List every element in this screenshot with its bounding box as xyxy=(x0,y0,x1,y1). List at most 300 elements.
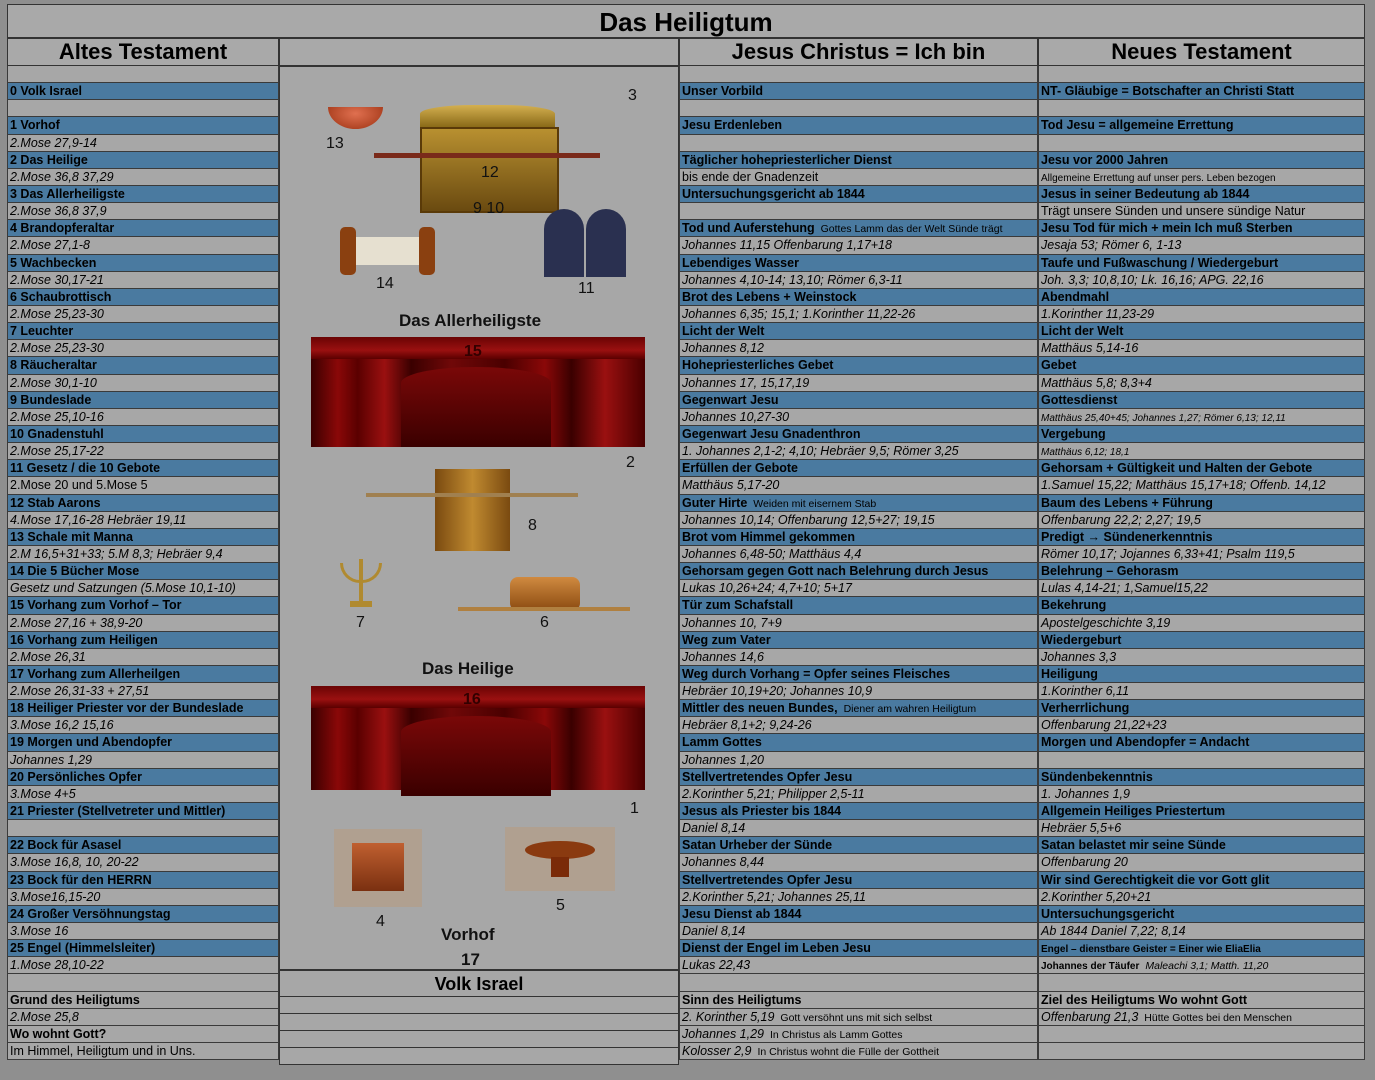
jesus-row xyxy=(679,495,1038,512)
column-neues-testament xyxy=(1038,66,1365,1060)
neues-row-text: Hebräer 5,5+6 xyxy=(1041,821,1122,836)
altes-row xyxy=(7,649,279,666)
ten-commandments-tablets-image xyxy=(544,209,626,277)
neues-row-text: 1. Johannes 1,9 xyxy=(1041,786,1130,801)
neues-row xyxy=(1038,957,1365,974)
neues-row xyxy=(1038,220,1365,237)
jesus-row-text: Johannes 10,27-30 xyxy=(682,409,790,424)
altes-row xyxy=(7,392,279,409)
jesus-row xyxy=(679,820,1038,837)
altes-row-text: 19 Morgen und Abendopfer xyxy=(10,735,173,750)
neues-row xyxy=(1038,1026,1365,1043)
altes-row-text: 6 Schaubrottisch xyxy=(10,289,112,304)
jesus-row xyxy=(679,854,1038,871)
neues-row xyxy=(1038,854,1365,871)
label-9-10: 9 10 xyxy=(473,200,505,217)
label-6: 6 xyxy=(540,614,549,631)
jesus-row-text: Johannes 17, 15,17,19 xyxy=(682,375,810,390)
altes-row xyxy=(7,615,279,632)
neues-row-text: Sündenbekenntnis xyxy=(1041,769,1153,784)
jesus-row-text: Daniel 8,14 xyxy=(682,924,746,939)
jesus-row-text: Tür zum Schafstall xyxy=(682,598,794,613)
neues-row-text: Johannes 3,3 xyxy=(1041,649,1117,664)
jesus-row-text: Dienst der Engel im Leben Jesu xyxy=(682,941,871,956)
bottom-middle-row xyxy=(279,1031,679,1048)
neues-row xyxy=(1038,940,1365,957)
jesus-row-text: Satan Urheber der Sünde xyxy=(682,838,833,853)
jesus-row-text: Erfüllen der Gebote xyxy=(682,461,798,476)
altes-row-text: 2.M 16,5+31+33; 5.M 8,3; Hebräer 9,4 xyxy=(10,546,223,561)
neues-row xyxy=(1038,666,1365,683)
altes-row-text: 3.Mose 16 xyxy=(10,924,69,939)
volk-israel-label: Volk Israel xyxy=(279,970,679,997)
bottom-middle-row xyxy=(279,997,679,1014)
jesus-row-text: Johannes 4,10-14; 13,10; Römer 6,3-11 xyxy=(682,272,903,287)
jesus-row-text: Untersuchungsgericht ab 1844 xyxy=(682,186,865,201)
altes-row-text: 2.Mose 25,23-30 xyxy=(10,341,104,356)
jesus-row-text: Johannes 1,29 xyxy=(682,1026,765,1041)
altes-row xyxy=(7,632,279,649)
jesus-row xyxy=(679,83,1038,100)
neues-row xyxy=(1038,563,1365,580)
jesus-row xyxy=(679,786,1038,803)
neues-row-text: Matthäus 25,40+45; Johannes 1,27; Römer 6,13; 12,11 xyxy=(1041,412,1286,424)
jesus-row xyxy=(679,100,1038,117)
ark-pole-image xyxy=(374,153,600,158)
jesus-row xyxy=(679,289,1038,306)
altes-row xyxy=(7,700,279,717)
neues-row xyxy=(1038,512,1365,529)
jesus-row xyxy=(679,1043,1038,1060)
neues-row xyxy=(1038,460,1365,477)
neues-row xyxy=(1038,203,1365,220)
neues-row-text: Apostelgeschichte 3,19 xyxy=(1041,615,1171,630)
neues-row xyxy=(1038,923,1365,940)
altes-row xyxy=(7,272,279,289)
jesus-row-text: Matthäus 5,17-20 xyxy=(682,478,780,493)
altes-row-text: 24 Großer Versöhnungstag xyxy=(10,906,171,921)
altes-row-text: 7 Leuchter xyxy=(10,324,74,339)
label-2: 2 xyxy=(626,454,635,471)
neues-row xyxy=(1038,117,1365,134)
altes-row-text: 16 Vorhang zum Heiligen xyxy=(10,632,158,647)
neues-row-text: Engel – dienstbare Geister = Einer wie EliaElia xyxy=(1041,944,1261,956)
neues-row-text: 1.Korinther 11,23-29 xyxy=(1041,306,1155,321)
altes-row xyxy=(7,563,279,580)
jesus-row-text: Hebräer 10,19+20; Johannes 10,9 xyxy=(682,684,873,699)
neues-row xyxy=(1038,443,1365,460)
altes-row xyxy=(7,460,279,477)
neues-row-text: Trägt unsere Sünden und unsere sündige Natur xyxy=(1041,204,1306,219)
neues-row-text: Heiligung xyxy=(1041,666,1098,681)
label-11: 11 xyxy=(578,280,595,297)
altes-row xyxy=(7,203,279,220)
jesus-row-text: Stellvertretendes Opfer Jesu xyxy=(682,769,853,784)
altes-row xyxy=(7,340,279,357)
neues-row xyxy=(1038,186,1365,203)
jesus-row-note: In Christus als Lamm Gottes xyxy=(770,1028,903,1041)
jesus-row-text: Lukas 10,26+24; 4,7+10; 5+17 xyxy=(682,581,852,596)
altes-row xyxy=(7,152,279,169)
label-7: 7 xyxy=(356,614,365,631)
jesus-row-text: Jesu Dienst ab 1844 xyxy=(682,906,802,921)
incense-altar-pole-image xyxy=(366,493,578,497)
neues-row-text: Offenbarung 21,3 xyxy=(1041,1009,1139,1024)
neues-row xyxy=(1038,340,1365,357)
jesus-row xyxy=(679,306,1038,323)
altes-row xyxy=(7,752,279,769)
jesus-row-text: Johannes 6,35; 15,1; 1.Korinther 11,22-26 xyxy=(682,306,916,321)
jesus-row xyxy=(679,512,1038,529)
jesus-row-text: Daniel 8,14 xyxy=(682,821,746,836)
ark-cherubim-image xyxy=(420,105,555,127)
neues-row xyxy=(1038,649,1365,666)
header-middle xyxy=(279,38,679,66)
jesus-row xyxy=(679,974,1038,991)
jesus-row xyxy=(679,803,1038,820)
jesus-row xyxy=(679,220,1038,237)
jesus-row-text: Gegenwart Jesu Gnadenthron xyxy=(682,426,861,441)
neues-row-text: Matthäus 5,8; 8,3+4 xyxy=(1041,375,1152,390)
altes-row xyxy=(7,255,279,272)
altes-row xyxy=(7,940,279,957)
jesus-row xyxy=(679,597,1038,614)
neues-row xyxy=(1038,477,1365,494)
altes-row xyxy=(7,734,279,751)
label-13: 13 xyxy=(326,135,344,152)
neues-row-text: Tod Jesu = allgemeine Errettung xyxy=(1041,118,1234,133)
neues-row xyxy=(1038,974,1365,991)
neues-row-text: Untersuchungsgericht xyxy=(1041,906,1175,921)
incense-altar-image xyxy=(435,469,510,551)
jesus-row-text: Hohepriesterliches Gebet xyxy=(682,358,834,373)
neues-row xyxy=(1038,495,1365,512)
neues-row-text: Satan belastet mir seine Sünde xyxy=(1041,838,1226,853)
neues-row xyxy=(1038,597,1365,614)
altes-row-text: 2.Mose 27,16 + 38,9-20 xyxy=(10,615,143,630)
neues-row-text: Wiedergeburt xyxy=(1041,632,1122,647)
jesus-row xyxy=(679,460,1038,477)
altes-row xyxy=(7,580,279,597)
jesus-row xyxy=(679,769,1038,786)
neues-row-text: Abendmahl xyxy=(1041,289,1110,304)
altes-row-text: 15 Vorhang zum Vorhof – Tor xyxy=(10,598,182,613)
neues-row xyxy=(1038,889,1365,906)
neues-row xyxy=(1038,289,1365,306)
altes-row-text: 2.Mose 20 und 5.Mose 5 xyxy=(10,478,148,493)
jesus-row-note: Gott versöhnt uns mit sich selbst xyxy=(780,1011,933,1024)
neues-row xyxy=(1038,837,1365,854)
jesus-row-text: Gegenwart Jesu xyxy=(682,392,779,407)
neues-row xyxy=(1038,1009,1365,1026)
altes-row xyxy=(7,289,279,306)
neues-row xyxy=(1038,392,1365,409)
jesus-row xyxy=(679,872,1038,889)
neues-row-text: Morgen und Abendopfer = Andacht xyxy=(1041,735,1250,750)
altes-row-text: Johannes 1,29 xyxy=(10,752,93,767)
neues-row-text: Matthäus 5,14-16 xyxy=(1041,341,1139,356)
menorah-image xyxy=(338,559,384,607)
neues-row xyxy=(1038,306,1365,323)
jesus-row xyxy=(679,906,1038,923)
neues-row-note: Hütte Gottes bei den Menschen xyxy=(1144,1011,1292,1024)
altes-row-text: 2.Mose 36,8 37,9 xyxy=(10,204,107,219)
altes-row-text: 1.Mose 28,10-22 xyxy=(10,958,104,973)
altes-row xyxy=(7,169,279,186)
jesus-row xyxy=(679,837,1038,854)
label-5: 5 xyxy=(556,897,565,914)
neues-row xyxy=(1038,906,1365,923)
altes-row-text: Grund des Heiligtums xyxy=(10,992,140,1007)
neues-row-text: Belehrung – Gehorasm xyxy=(1041,564,1179,579)
altes-row xyxy=(7,803,279,820)
jesus-row xyxy=(679,272,1038,289)
altes-row-text: Gesetz und Satzungen (5.Mose 10,1-10) xyxy=(10,581,236,596)
jesus-row-text: 2. Korinther 5,19 xyxy=(682,1009,775,1024)
jesus-row-text: Täglicher hohepriesterlicher Dienst xyxy=(682,152,892,167)
jesus-row xyxy=(679,717,1038,734)
jesus-row xyxy=(679,255,1038,272)
neues-row-text: Jesu Tod für mich + mein Ich muß Sterben xyxy=(1041,221,1293,236)
altes-row xyxy=(7,220,279,237)
altes-row xyxy=(7,477,279,494)
altes-row-text: 1 Vorhof xyxy=(10,118,60,133)
jesus-row-note: Diener am wahren Heiligtum xyxy=(843,703,977,716)
jesus-row xyxy=(679,477,1038,494)
jesus-row xyxy=(679,357,1038,374)
neues-row xyxy=(1038,734,1365,751)
neues-row-text: 2.Korinther 5,20+21 xyxy=(1041,889,1152,904)
neues-row-text: NT- Gläubige = Botschafter an Christi Statt xyxy=(1041,84,1295,99)
jesus-row-text: Kolosser 2,9 xyxy=(682,1044,752,1059)
neues-row xyxy=(1038,237,1365,254)
neues-row xyxy=(1038,100,1365,117)
neues-row-text: Licht der Welt xyxy=(1041,324,1124,339)
neues-row-text: 1.Korinther 6,11 xyxy=(1041,684,1130,699)
altes-row xyxy=(7,512,279,529)
neues-row xyxy=(1038,1043,1365,1060)
jesus-row-text: Lukas 22,43 xyxy=(682,958,751,973)
altes-row-text: 3.Mose 16,8, 10, 20-22 xyxy=(10,855,139,870)
neues-row-text: Jesus in seiner Bedeutung ab 1844 xyxy=(1041,186,1250,201)
jesus-row-text: Johannes 8,12 xyxy=(682,341,765,356)
label-14: 14 xyxy=(376,275,394,292)
altes-row-text: 9 Bundeslade xyxy=(10,392,92,407)
jesus-row xyxy=(679,1009,1038,1026)
altes-row xyxy=(7,923,279,940)
altes-row xyxy=(7,237,279,254)
altes-row xyxy=(7,717,279,734)
neues-row xyxy=(1038,992,1365,1009)
neues-row xyxy=(1038,323,1365,340)
jesus-row-text: Johannes 6,48-50; Matthäus 4,4 xyxy=(682,546,862,561)
jesus-row xyxy=(679,563,1038,580)
neues-row-text: 1.Samuel 15,22; Matthäus 15,17+18; Offenb. 14,12 xyxy=(1041,478,1326,493)
jesus-row-text: Johannes 11,15 Offenbarung 1,17+18 xyxy=(682,238,893,253)
neues-row-text: Taufe und Fußwaschung / Wiedergeburt xyxy=(1041,255,1279,270)
jesus-row-text: Stellvertretendes Opfer Jesu xyxy=(682,872,853,887)
jesus-row xyxy=(679,135,1038,152)
neues-row-text: Allgemeine Errettung auf unser pers. Leben bezogen xyxy=(1041,172,1276,184)
jesus-row-text: Gehorsam gegen Gott nach Belehrung durch Jesus xyxy=(682,564,989,579)
altes-row xyxy=(7,889,279,906)
altes-row xyxy=(7,443,279,460)
altes-row-text: 2.Mose 27,9-14 xyxy=(10,135,97,150)
jesus-row-text: Unser Vorbild xyxy=(682,84,764,99)
altes-row xyxy=(7,597,279,614)
neues-row-text: Bekehrung xyxy=(1041,598,1107,613)
altes-row-text: 2.Mose 25,17-22 xyxy=(10,444,104,459)
jesus-row-text: Johannes 8,44 xyxy=(682,855,765,870)
showbread-table-pole-image xyxy=(458,607,630,611)
neues-row-text: Gehorsam + Gültigkeit und Halten der Gebote xyxy=(1041,461,1313,476)
altes-row xyxy=(7,992,279,1009)
altes-row xyxy=(7,529,279,546)
altes-row-text: 20 Persönliches Opfer xyxy=(10,769,143,784)
brazen-altar-image xyxy=(334,829,422,907)
altes-row xyxy=(7,786,279,803)
bottom-middle-row xyxy=(279,1014,679,1031)
altes-row-text: 13 Schale mit Manna xyxy=(10,529,133,544)
neues-row-text: Vergebung xyxy=(1041,426,1106,441)
neues-row xyxy=(1038,580,1365,597)
column-altes-testament xyxy=(7,66,279,1060)
label-8: 8 xyxy=(528,517,537,534)
bottom-middle-row xyxy=(279,1048,679,1065)
altes-row-text: 18 Heiliger Priester vor der Bundeslade xyxy=(10,701,244,716)
jesus-row-text: Johannes 1,20 xyxy=(682,752,765,767)
neues-row-text: Allgemein Heiliges Priestertum xyxy=(1041,804,1226,819)
jesus-row-text: Lebendiges Wasser xyxy=(682,255,799,270)
header-altes-testament: Altes Testament xyxy=(7,38,279,66)
altes-row xyxy=(7,872,279,889)
jesus-row xyxy=(679,700,1038,717)
manna-bowl-image xyxy=(328,107,383,129)
altes-row xyxy=(7,135,279,152)
altes-row-text: 2.Mose 26,31 xyxy=(10,649,86,664)
jesus-row xyxy=(679,237,1038,254)
label-allerheiligste: Das Allerheiligste xyxy=(399,311,542,330)
neues-row xyxy=(1038,83,1365,100)
jesus-row xyxy=(679,923,1038,940)
torah-scroll-image xyxy=(340,227,435,275)
jesus-row-text: Guter Hirte xyxy=(682,495,748,510)
altes-row-text: 3 Das Allerheiligste xyxy=(10,186,125,201)
neues-row-text: Gebet xyxy=(1041,358,1077,373)
jesus-row xyxy=(679,734,1038,751)
jesus-row xyxy=(679,615,1038,632)
neues-row xyxy=(1038,752,1365,769)
neues-row-text: Offenbarung 21,22+23 xyxy=(1041,718,1167,733)
altes-row xyxy=(7,357,279,374)
jesus-row xyxy=(679,546,1038,563)
jesus-row-text: 2.Korinther 5,21; Philipper 2,5-11 xyxy=(682,786,865,801)
altes-row-text: 4.Mose 17,16-28 Hebräer 19,11 xyxy=(10,512,187,527)
altes-row-text: 2.Mose 25,8 xyxy=(10,1009,79,1024)
altes-row-text: 25 Engel (Himmelsleiter) xyxy=(10,941,156,956)
neues-row-text: Joh. 3,3; 10,8,10; Lk. 16,16; APG. 22,16 xyxy=(1041,272,1264,287)
altes-row-text: 2.Mose 25,23-30 xyxy=(10,306,104,321)
column-jesus xyxy=(679,66,1038,1060)
neues-row-text: Baum des Lebens + Führung xyxy=(1041,495,1213,510)
jesus-row xyxy=(679,66,1038,83)
altes-row xyxy=(7,666,279,683)
neues-row-text: Jesu vor 2000 Jahren xyxy=(1041,152,1169,167)
label-16: 16 xyxy=(463,691,481,708)
jesus-row-note: Weiden mit eisernem Stab xyxy=(753,497,877,510)
jesus-row-text: Sinn des Heiligtums xyxy=(682,992,802,1007)
neues-row-text: Jesaja 53; Römer 6, 1-13 xyxy=(1041,238,1182,253)
header-jesus: Jesus Christus = Ich bin xyxy=(679,38,1038,66)
altes-row xyxy=(7,820,279,837)
altes-row xyxy=(7,409,279,426)
neues-row-note: Maleachi 3,1; Matth. 11,20 xyxy=(1145,960,1269,973)
jesus-row-text: Johannes 10,14; Offenbarung 12,5+27; 19,15 xyxy=(682,512,935,527)
jesus-row xyxy=(679,957,1038,974)
neues-row-text: Ziel des Heiligtums Wo wohnt Gott xyxy=(1041,992,1248,1007)
neues-row xyxy=(1038,717,1365,734)
altes-row xyxy=(7,117,279,134)
neues-row-text: Matthäus 6,12; 18,1 xyxy=(1041,447,1130,459)
jesus-row-text: Johannes 10, 7+9 xyxy=(682,615,782,630)
neues-row xyxy=(1038,426,1365,443)
altes-row-text: 2 Das Heilige xyxy=(10,152,88,167)
jesus-row-text: Weg zum Vater xyxy=(682,632,771,647)
jesus-row xyxy=(679,117,1038,134)
altes-row-text: 2.Mose 27,1-8 xyxy=(10,238,90,253)
altes-row xyxy=(7,854,279,871)
neues-row-text: Offenbarung 22,2; 2,27; 19,5 xyxy=(1041,512,1201,527)
neues-row xyxy=(1038,546,1365,563)
neues-row xyxy=(1038,872,1365,889)
jesus-row-text: Licht der Welt xyxy=(682,324,765,339)
jesus-row-text: 1. Johannes 2,1-2; 4,10; Hebräer 9,5; Römer 3,25 xyxy=(682,444,959,459)
altes-row-text: 3.Mose 16,2 15,16 xyxy=(10,718,114,733)
neues-row xyxy=(1038,357,1365,374)
neues-row-text: Offenbarung 20 xyxy=(1041,855,1128,870)
label-1: 1 xyxy=(630,800,639,817)
jesus-row xyxy=(679,683,1038,700)
jesus-row-text: Hebräer 8,1+2; 9,24-26 xyxy=(682,718,812,733)
sanctuary-illustration xyxy=(279,66,679,970)
jesus-row xyxy=(679,392,1038,409)
altes-row-text: 10 Gnadenstuhl xyxy=(10,426,104,441)
altes-row-text: Im Himmel, Heiligtum und in Uns. xyxy=(10,1044,196,1059)
jesus-row xyxy=(679,580,1038,597)
altes-row-text: 2.Mose 30,1-10 xyxy=(10,375,97,390)
neues-row-text: Wir sind Gerechtigkeit die vor Gott glit xyxy=(1041,872,1270,887)
altes-row-text: 3.Mose16,15-20 xyxy=(10,889,101,904)
jesus-row xyxy=(679,1026,1038,1043)
neues-row xyxy=(1038,152,1365,169)
jesus-row-text: 2.Korinther 5,21; Johannes 25,11 xyxy=(682,889,866,904)
altes-row xyxy=(7,323,279,340)
neues-row xyxy=(1038,786,1365,803)
altes-row xyxy=(7,1026,279,1043)
label-vorhof: Vorhof xyxy=(441,925,495,944)
altes-row-text: 17 Vorhang zum Allerheilgen xyxy=(10,666,181,681)
altes-row xyxy=(7,683,279,700)
altes-row-text: 0 Volk Israel xyxy=(10,84,83,99)
neues-row-text: Verherrlichung xyxy=(1041,701,1130,716)
jesus-row xyxy=(679,649,1038,666)
altes-row-text: 14 Die 5 Bücher Mose xyxy=(10,564,140,579)
jesus-row xyxy=(679,409,1038,426)
neues-row xyxy=(1038,135,1365,152)
altes-row xyxy=(7,495,279,512)
header-neues-testament: Neues Testament xyxy=(1038,38,1365,66)
altes-row-text: 2.Mose 30,17-21 xyxy=(10,272,104,287)
